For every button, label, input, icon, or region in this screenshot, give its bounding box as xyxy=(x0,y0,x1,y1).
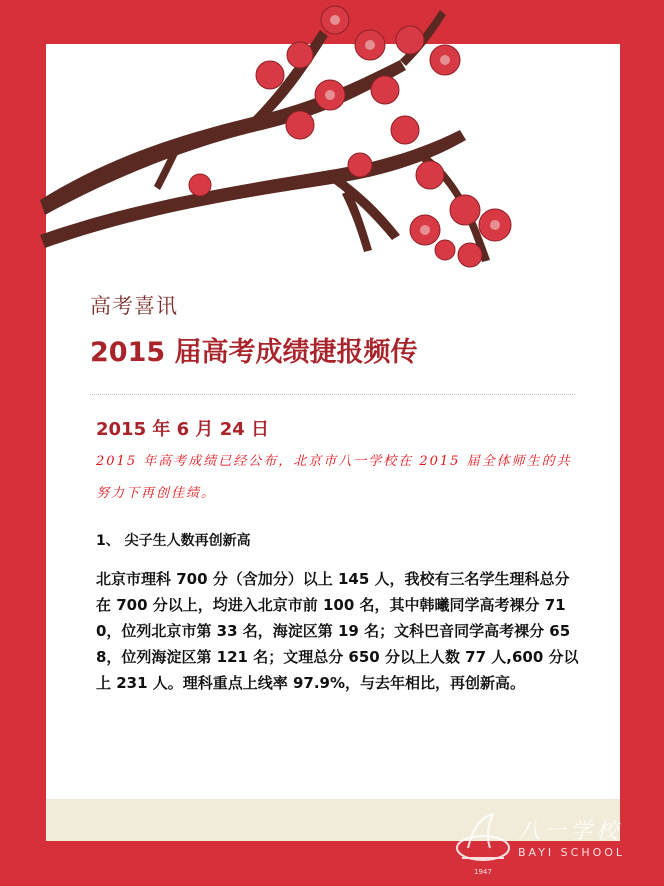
school-logo xyxy=(448,808,638,882)
plum-blossom-branch-illustration xyxy=(0,0,664,290)
body-paragraph: 北京市理科 700 分（含加分）以上 145 人，我校有三名学生理科总分在 700 分以上，均进入北京市前 100 名，其中韩曦同学高考裸分 710，位列北京市第 33 名，海淀区第 19 名；文科巴音同学高考裸分 658，位列海淀区第 121 名；文理总分 650 分以上人数 77 人,600 分以上 231 人。理科重点上线率 97.9%，与去年相比，再创新高。 xyxy=(96,570,579,692)
dotted-divider xyxy=(90,394,575,395)
page-subtitle: 高考喜讯 xyxy=(90,294,178,318)
article-date: 2015 年 6 月 24 日 xyxy=(96,419,270,440)
logo-name-cn: 八一学校 xyxy=(518,819,623,844)
logo-emblem-icon xyxy=(448,808,518,870)
section-heading: 1、 尖子生人数再创新高 xyxy=(96,533,251,549)
intro-paragraph: 2015 年高考成绩已经公布，北京市八一学校在 2015 届全体师生的共努力下再创佳绩。 xyxy=(96,454,572,501)
page-title: 2015 届高考成绩捷报频传 xyxy=(90,337,418,368)
logo-name-en: BAYI SCHOOL xyxy=(518,846,626,859)
logo-year: 1947 xyxy=(474,868,492,876)
